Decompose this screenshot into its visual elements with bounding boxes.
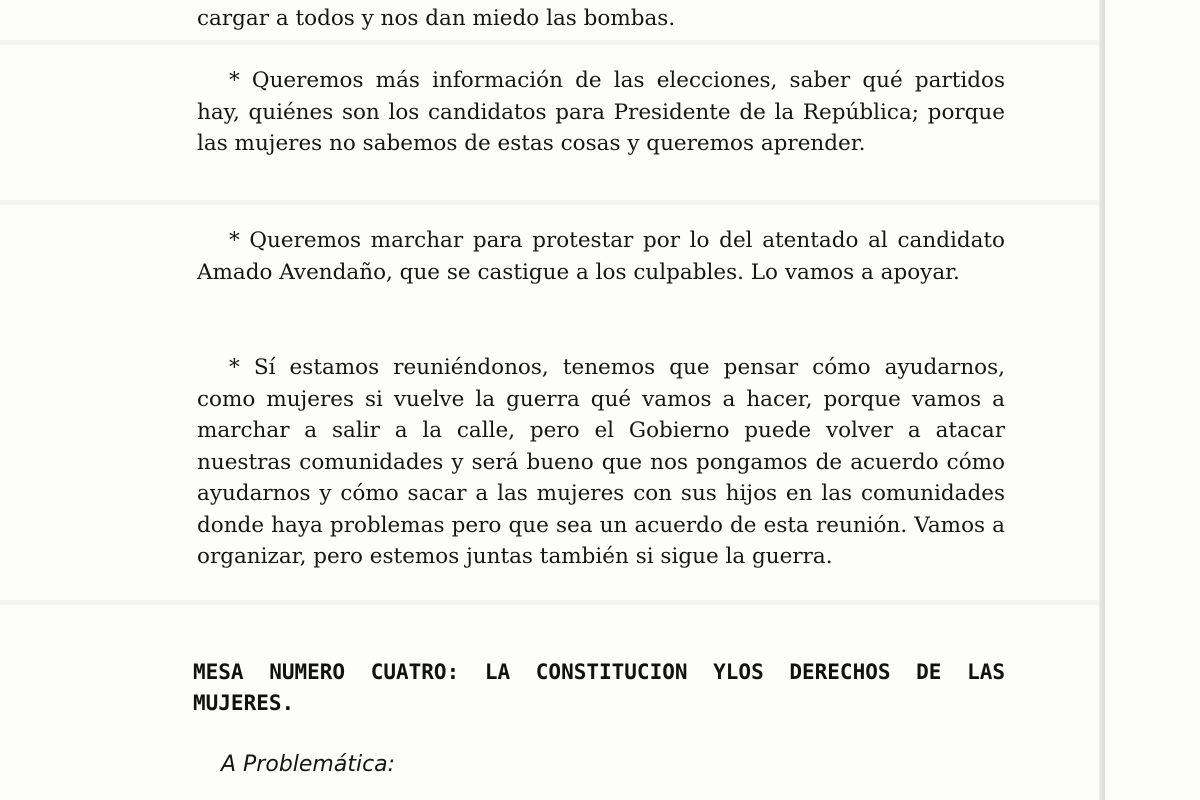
bleed-through-line [0, 600, 1100, 605]
section-heading: MESA NUMERO CUATRO: LA CONSTITUCION YLOS DERECHOS DE LAS MUJERES. [193, 660, 1005, 715]
paragraph-organize: * Sí estamos reuniéndonos, tenemos que pensar cómo ayudarnos, como mujeres si vuelve la guerra qué vamos a hacer, porque vamos a marchar a salir a la calle, pero el Gobierno puede volver a atacar nuestras comunidades y será bueno que nos pongamos de acuerdo cómo ayudarnos y cómo sacar a las mujeres con sus hijos en las comunidades donde haya problemas pero que sea un acuerdo de esta reunión. Vamos a organizar, pero estemos juntas también si sigue la guerra. [197, 355, 1005, 569]
subheading: A Problemática: [221, 752, 396, 777]
bleed-through-line [0, 200, 1100, 205]
continued-line: cargar a todos y nos dan miedo las bombas. [197, 6, 676, 31]
paragraph-march: * Queremos marchar para protestar por lo del atentado al candidato Amado Avendaño, que se castigue a los culpables. Lo vamos a apoyar. [197, 228, 1005, 285]
paragraph-elections: * Queremos más información de las elecciones, saber qué partidos hay, quiénes son los candidatos para Presidente de la República; porque las mujeres no sabemos de estas cosas y queremos aprender. [197, 68, 1005, 156]
bleed-through-line [0, 40, 1100, 45]
page-edge [1099, 0, 1105, 800]
